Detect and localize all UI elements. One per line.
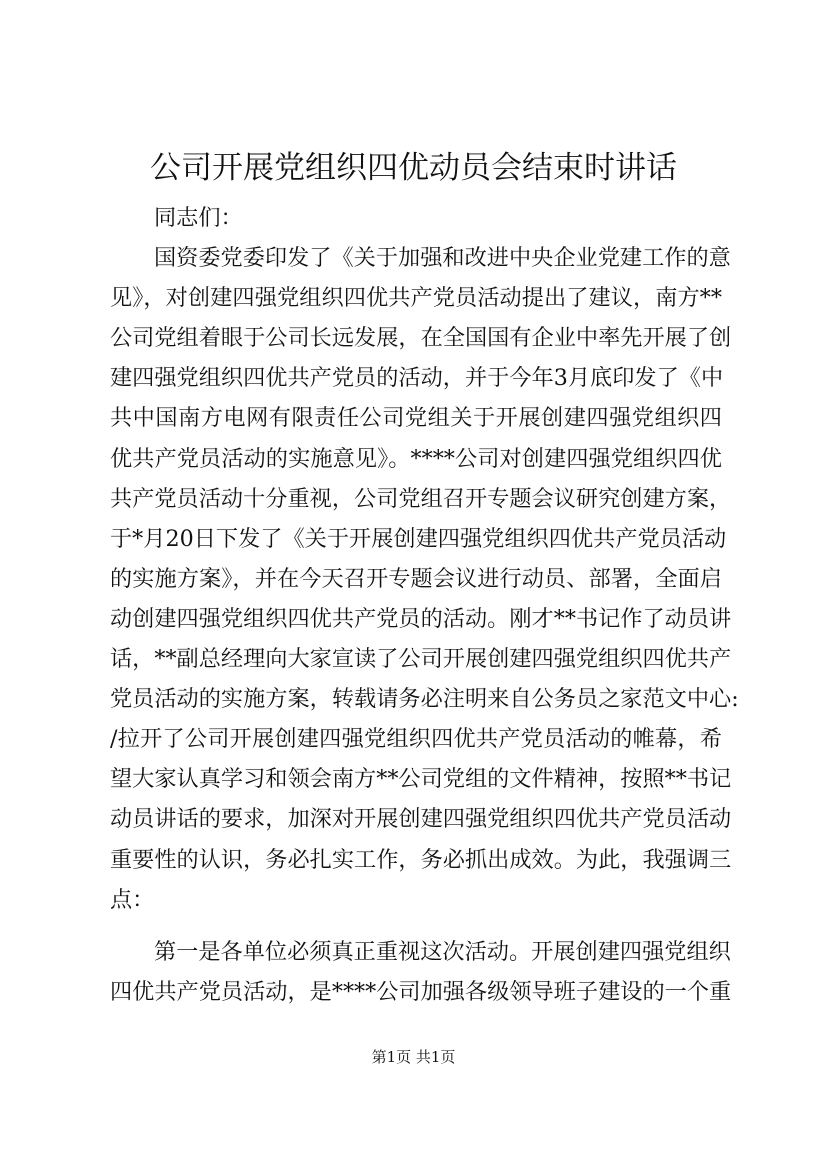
paragraph-1-line: 共中国南方电网有限责任公司党组关于开展创建四强党组织四 [110,405,722,432]
paragraph-1-line: 见》，对创建四强党组织四优共产党员活动提出了建议，南方** [110,285,722,312]
paragraph-1-line: 国资委党委印发了《关于加强和改进中央企业党建工作的意 [154,245,731,272]
document-body [110,198,739,1012]
paragraph-1-line: 点： [110,886,155,913]
paragraph-1-line: 动创建四强党组织四优共产党员的活动。刚才**书记作了动员讲 [110,605,732,632]
paragraph-2-line: 四优共产党员活动，是****公司加强各级领导班子建设的一个重 [110,978,732,1005]
paragraph-1-line: 重要性的认识，务必扎实工作，务必抓出成效。为此，我强调三 [110,846,732,873]
salutation: 同志们： [154,205,243,231]
paragraph-2-line: 第一是各单位必须真正重视这次活动。开展创建四强党组织 [154,938,731,965]
paragraph-1-line: 党员活动的实施方案，转载请务必注明来自公务员之家范文中心: [110,686,739,713]
page-footer: 第1页 共1页 [371,1048,456,1066]
paragraph-1-line: 建四强党组织四优共产党员的活动，并于今年3月底印发了《中 [110,365,724,392]
paragraph-1-line: 动员讲话的要求，加深对开展创建四强党组织四优共产党员活动 [110,806,732,833]
document-title: 公司开展党组织四优动员会结束时讲话 [150,150,677,186]
paragraph-1-line: 话，**副总经理向大家宣读了公司开展创建四强党组织四优共产 [110,646,732,673]
paragraph-1-line: /拉开了公司开展创建四强党组织四优共产党员活动的帷幕，希 [110,726,722,753]
paragraph-1-line: 于*月20日下发了《关于开展创建四强党组织四优共产党员活动 [110,525,727,552]
paragraph-1-line: 优共产党员活动的实施意见》。****公司对创建四强党组织四优 [110,445,722,472]
paragraph-1-line: 的实施方案》，并在今天召开专题会议进行动员、部署，全面启 [110,565,722,592]
paragraph-1-line: 公司党组着眼于公司长远发展，在全国国有企业中率先开展了创 [110,325,732,352]
paragraph-1-line: 望大家认真学习和领会南方**公司党组的文件精神，按照**书记 [110,766,732,793]
paragraph-1-line: 共产党员活动十分重视，公司党组召开专题会议研究创建方案， [110,485,732,512]
